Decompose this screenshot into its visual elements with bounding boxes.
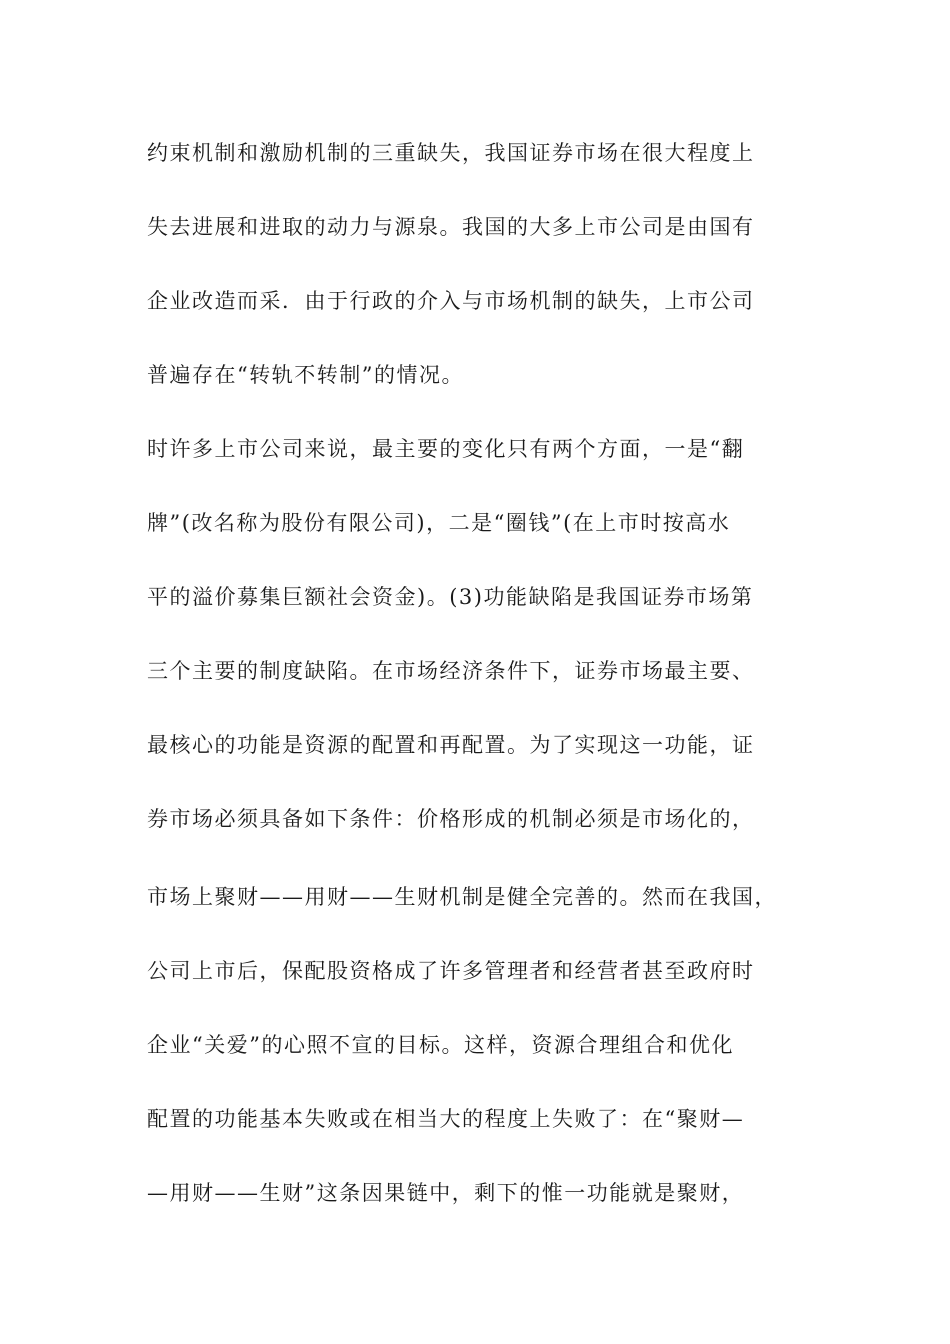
text-line-14: 配置的功能基本失败或在相当大的程度上失败了：在“聚财— xyxy=(147,1107,745,1131)
text-line-3: 企业改造而采．由于行政的介入与市场机制的缺失，上市公司 xyxy=(147,289,755,313)
text-line-8: 三个主要的制度缺陷。在市场经济条件下，证券市场最主要、 xyxy=(147,659,755,683)
text-line-9: 最核心的功能是资源的配置和再配置。为了实现这一功能，证 xyxy=(147,733,755,757)
text-line-13: 企业“关爱”的心照不宣的目标。这样，资源合理组合和优化 xyxy=(147,1033,734,1057)
text-line-10: 券市场必须具备如下条件：价格形成的机制必须是市场化的， xyxy=(147,807,755,831)
text-line-15: —用财——生财”这条因果链中，剩下的惟一功能就是聚财， xyxy=(147,1181,745,1205)
text-line-2: 失去进展和进取的动力与源泉。我国的大多上市公司是由国有 xyxy=(147,215,755,239)
text-line-11: 市场上聚财——用财——生财机制是健全完善的。然而在我国， xyxy=(147,885,777,909)
text-line-7: 平的溢价募集巨额社会资金)。(3)功能缺陷是我国证券市场第 xyxy=(147,585,754,609)
text-line-6: 牌”(改名称为股份有限公司)，二是“圈钱”(在上市时按高水 xyxy=(147,511,731,535)
text-line-4: 普遍存在“转轨不转制”的情况。 xyxy=(147,363,464,387)
text-line-1: 约束机制和激励机制的三重缺失，我国证券市场在很大程度上 xyxy=(147,141,755,165)
text-line-5: 时许多上市公司来说，最主要的变化只有两个方面，一是“翻 xyxy=(147,437,745,461)
text-line-12: 公司上市后，保配股资格成了许多管理者和经营者甚至政府时 xyxy=(147,959,755,983)
